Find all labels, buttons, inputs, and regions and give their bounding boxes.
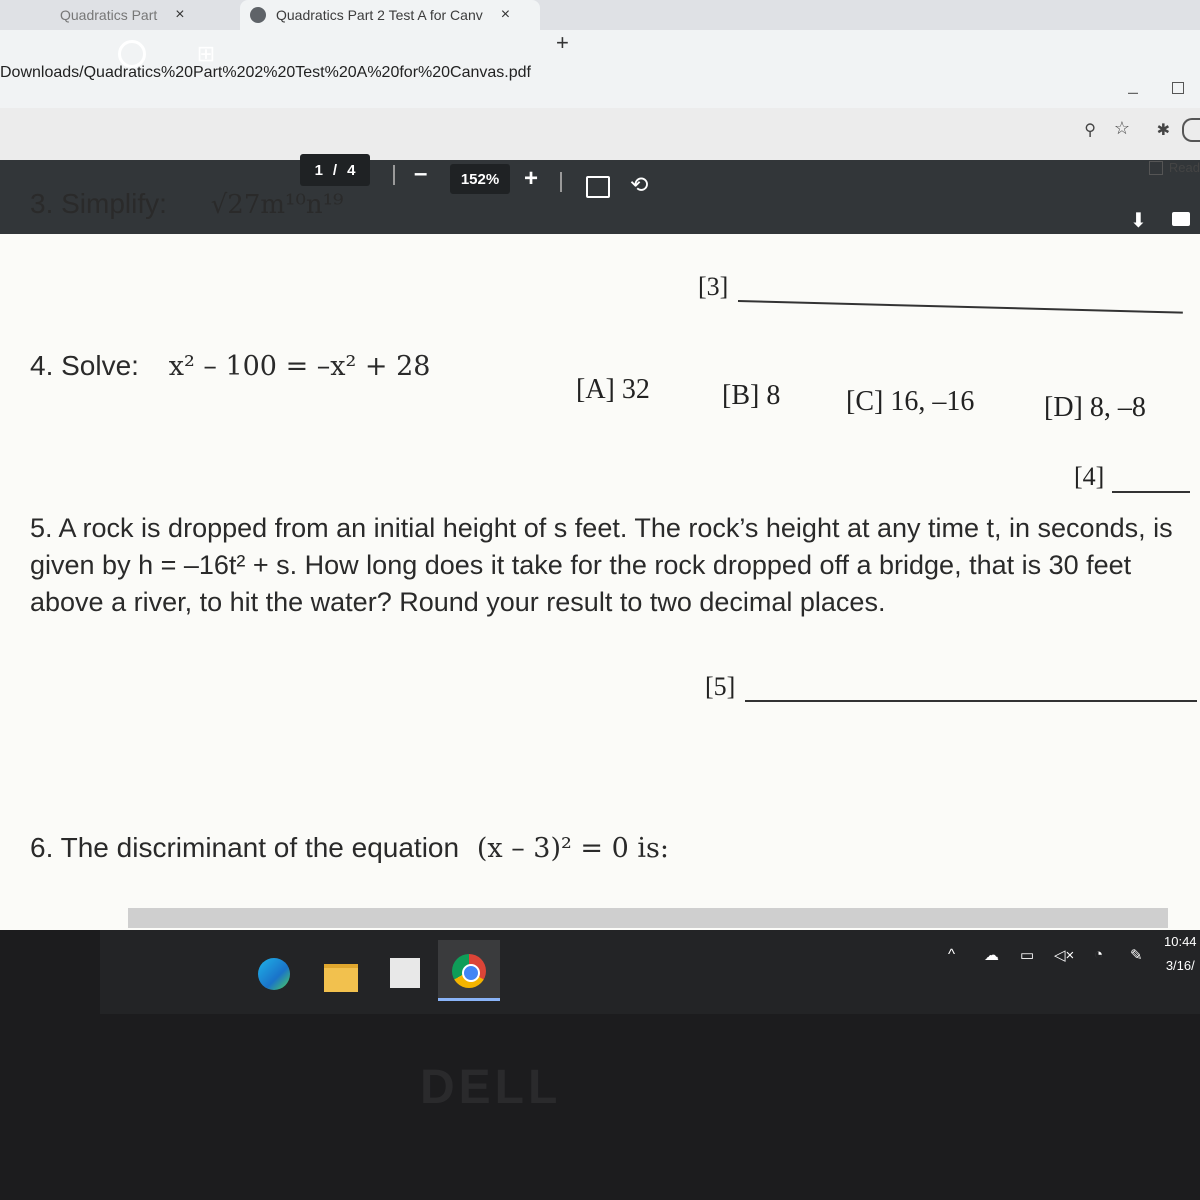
cortana-icon[interactable] (118, 40, 146, 68)
zoom-in-button[interactable]: + (524, 165, 539, 192)
close-icon[interactable]: × (500, 6, 511, 23)
tab-label: Quadratics Part 2 Test A for Canv (276, 7, 483, 23)
answer-tag-4: [4] (1074, 462, 1105, 491)
onedrive-icon[interactable]: ☁ (984, 947, 999, 964)
tab-label: Quadratics Part (60, 7, 158, 23)
question-6-expression: (x – 3)² = 0 is: (476, 833, 669, 864)
rotate-icon[interactable]: ⟲ (630, 172, 649, 197)
toolbar-divider (560, 172, 562, 192)
clock-time: 10:44 (1164, 934, 1197, 949)
answer-tag-5: [5] (705, 672, 736, 701)
answer-line-4 (1112, 491, 1190, 493)
store-icon[interactable] (390, 958, 420, 988)
address-bar (0, 30, 1200, 108)
answer-tag-3: [3] (698, 272, 729, 301)
tab-strip (0, 0, 1200, 30)
print-icon[interactable] (1172, 212, 1190, 226)
edge-icon[interactable] (258, 958, 290, 990)
reading-list-label: Read (1168, 160, 1200, 175)
mute-icon[interactable]: ◁× (1054, 947, 1075, 964)
question-5: 5. A rock is dropped from an initial height of s feet. The rock’s height at any time t, in seconds, is given by h = –16t² + s. How long does it take for the rock dropped off a bridge, that is 30 feet above a river, to hit the water? Round your result to two decimal places. (30, 513, 1173, 617)
pdf-page (0, 234, 1200, 930)
question-4-expression: x² – 100 = –x² + 28 (168, 351, 431, 382)
toolbar-divider (393, 165, 395, 185)
question-6-label: 6. The discriminant of the equation (30, 832, 460, 863)
choice-d: [D] 8, –8 (1044, 392, 1146, 423)
close-icon[interactable]: × (175, 6, 185, 23)
file-explorer-icon[interactable] (324, 964, 358, 992)
page-total: 4 (347, 161, 356, 179)
chrome-icon[interactable] (452, 954, 486, 988)
choice-b: [B] 8 (722, 380, 781, 411)
question-3-label: 3. Simplify: (30, 188, 167, 219)
profile-icon[interactable] (1182, 118, 1200, 142)
question-4-label: 4. Solve: (30, 350, 139, 381)
taskbar-clock[interactable] (1164, 930, 1197, 978)
url-field[interactable]: Downloads/Quadratics%20Part%202%20Test%20A%20for%20Canvas.pdf (0, 64, 531, 81)
tab-quadratics-test[interactable] (240, 0, 540, 30)
tab-quadratics-part[interactable] (60, 0, 230, 30)
question-3 (30, 188, 343, 220)
globe-icon (250, 7, 266, 23)
page-separator: / (332, 161, 338, 179)
clock-date: 3/16/ (1165, 958, 1195, 973)
chevron-up-icon[interactable]: ^ (948, 946, 956, 963)
restore-icon[interactable] (1172, 82, 1184, 94)
choice-c: [C] 16, –16 (846, 386, 975, 417)
task-view-icon[interactable]: ⊞ (196, 41, 216, 66)
extensions-icon[interactable]: ✱ (1156, 122, 1170, 139)
question-3-expression: √27m¹⁰n¹⁹ (210, 190, 344, 220)
dell-logo: DELL (420, 1061, 562, 1114)
download-icon[interactable]: ⬇ (1130, 210, 1147, 232)
question-4 (30, 350, 430, 382)
reading-list-button[interactable] (1149, 160, 1200, 175)
reading-list-icon (1149, 161, 1163, 175)
toolbar-background (0, 108, 1200, 160)
horizontal-scrollbar[interactable] (128, 908, 1168, 928)
page-current[interactable]: 1 (314, 161, 323, 179)
pen-icon[interactable]: ✎ (1130, 947, 1143, 964)
page-indicator[interactable] (300, 154, 370, 186)
minimize-icon[interactable]: – (1127, 82, 1138, 102)
zoom-level[interactable]: 152% (450, 164, 510, 194)
battery-icon[interactable]: ▭ (1020, 947, 1035, 964)
star-icon[interactable]: ☆ (1113, 118, 1130, 138)
question-6 (30, 832, 669, 864)
answer-line-3 (738, 300, 1183, 313)
wifi-icon[interactable]: ◔ (1094, 946, 1104, 963)
zoom-out-button[interactable]: – (414, 160, 428, 187)
fit-page-icon[interactable] (586, 176, 610, 198)
zoom-icon[interactable]: ⚲ (1084, 122, 1096, 139)
answer-line-5 (745, 700, 1197, 702)
choice-a: [A] 32 (576, 374, 650, 405)
new-tab-button[interactable]: + (556, 30, 569, 55)
